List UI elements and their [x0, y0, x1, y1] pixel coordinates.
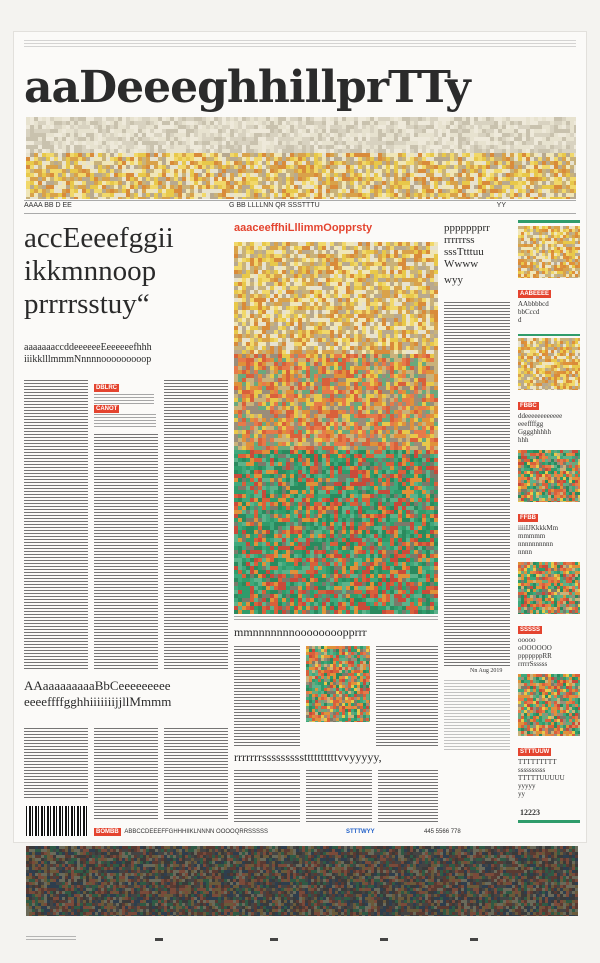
- column-label: CANOT: [96, 406, 118, 412]
- lead-headline-line: ikkmnnoop: [24, 255, 157, 287]
- article-column-3: [164, 380, 228, 670]
- article-column-12: [444, 302, 510, 668]
- masthead: aaDeeeghhillprTTy: [24, 62, 470, 113]
- column-label: DBLRC: [96, 385, 117, 391]
- mid-headline: mmnnnnnnnoooooooopprrr: [234, 625, 367, 639]
- sidebar-box-2: [518, 394, 580, 444]
- lead-headline: [24, 222, 174, 321]
- sidebar-rule: [518, 334, 580, 336]
- lead-subhead: [24, 342, 152, 366]
- article-column-9: [234, 770, 300, 822]
- article-column-13: [444, 680, 510, 750]
- right-headline-line: Wwww: [444, 258, 479, 270]
- sidebar-mosaic-3: [518, 450, 580, 502]
- article-column-11: [378, 770, 438, 822]
- footer-label: STTTWYY: [346, 829, 375, 835]
- sidebar-bottom-rule: [518, 820, 580, 823]
- sidebar-label: SSSSS: [520, 627, 541, 633]
- lead-subhead-line: aaaaaaaccddeeeeeeEeeeeeefhhh: [24, 342, 152, 353]
- sidebar-footer: 12223: [520, 808, 540, 817]
- top-header-line: [24, 40, 576, 48]
- page-marker: [270, 938, 278, 941]
- dateline-bar: [24, 200, 576, 214]
- page-marker: [470, 938, 478, 941]
- dateline-left: AAAA BB D EE: [24, 202, 72, 209]
- sidebar-mosaic-1: [518, 226, 580, 278]
- sidebar-label: FFBB: [520, 515, 536, 521]
- lead-headline-line: accEeeefggii: [24, 222, 174, 254]
- sidebar-text: AAbbbbcd bbCccd d: [518, 300, 549, 324]
- right-headline-line: rrrrrrss: [444, 234, 475, 246]
- article-column-6: [164, 728, 228, 820]
- sidebar-top-rule: [518, 220, 580, 223]
- article-column-5: [94, 728, 158, 820]
- small-mosaic-image: [306, 646, 370, 722]
- right-headline: [444, 222, 490, 286]
- article-column-7: [234, 646, 300, 748]
- lead-headline-line: prrrrsstuy“: [24, 288, 150, 320]
- footer-text: 445 5566 778: [424, 829, 461, 835]
- footer-text: ABBCCDEEEFFGHHHIIKLNNNN OOOOQRRSSSSS: [124, 829, 269, 835]
- sidebar-box-4: [518, 618, 580, 668]
- lead-subhead-line: iiikklllmmmNnnnnooooooooop: [24, 354, 152, 365]
- column-label-text: [94, 414, 156, 428]
- sidebar-label: STTTUUW: [520, 749, 550, 755]
- sidebar-mosaic-5: [518, 674, 580, 736]
- sidebar-text: ddeeeeeeeeeeee eeeffffgg Gggghhhhh hhh: [518, 412, 563, 444]
- barcode: [26, 806, 88, 836]
- right-headline-line: ppppppprr: [444, 222, 490, 234]
- sidebar-box-3: [518, 506, 580, 556]
- sidebar-label: FBBC: [520, 403, 537, 409]
- center-headline: aaaceeffhiLllimmOopprsty: [234, 222, 373, 234]
- page-marker: [155, 938, 163, 941]
- sidebar-text: iiiiIJKkkkMm mmmmm nnnnnnnnnn nnnn: [518, 524, 559, 556]
- article-column-1: [24, 380, 88, 670]
- image-caption: [234, 616, 438, 622]
- sidebar-box-5: [518, 740, 580, 798]
- article-column-2: [94, 434, 158, 670]
- sidebar-mosaic-4: [518, 562, 580, 614]
- center-mosaic-image: [234, 242, 438, 614]
- bottom-headline: rrrrrrrsssssssssttttttttttvvyyyyy,: [234, 750, 382, 764]
- dateline-right: YY: [496, 202, 506, 209]
- footer-bar: [94, 829, 578, 839]
- sidebar-text: ooooo oOOOOOO pppppppRR rrrrrSsssss: [518, 636, 552, 668]
- lower-headline-line: eeeeffffgghhiiiiiiijjllMmmm: [24, 694, 172, 709]
- sidebar-label: AABEEEE: [520, 291, 550, 297]
- article-column-10: [306, 770, 372, 822]
- lower-headline-line: AAaaaaaaaaaBbCeeeeeeeee: [24, 678, 171, 693]
- footer-label: BOMBB: [96, 829, 119, 835]
- bottom-mosaic-band: [26, 846, 578, 916]
- article-column-8: [376, 646, 438, 748]
- sidebar-mosaic-2: [518, 338, 580, 390]
- page-marker: [380, 938, 388, 941]
- lower-headline: [24, 678, 171, 710]
- masthead-mosaic-strip: [26, 117, 576, 199]
- column-label-text: [94, 394, 154, 404]
- date-note: Nn Aug 2019: [470, 668, 503, 674]
- article-column-4: [24, 728, 88, 800]
- right-headline-line: sssTtttuu: [444, 246, 484, 258]
- right-headline-line: wyy: [444, 274, 463, 286]
- print-mark: [26, 936, 76, 941]
- dateline-center: G BB LLLLNN QR SSSTTTU: [229, 202, 320, 209]
- sidebar-box-1: [518, 282, 580, 324]
- sidebar-text: TTTTTTTTT ssssssssss TTTTTUUUUU yyyyy yy: [518, 758, 565, 798]
